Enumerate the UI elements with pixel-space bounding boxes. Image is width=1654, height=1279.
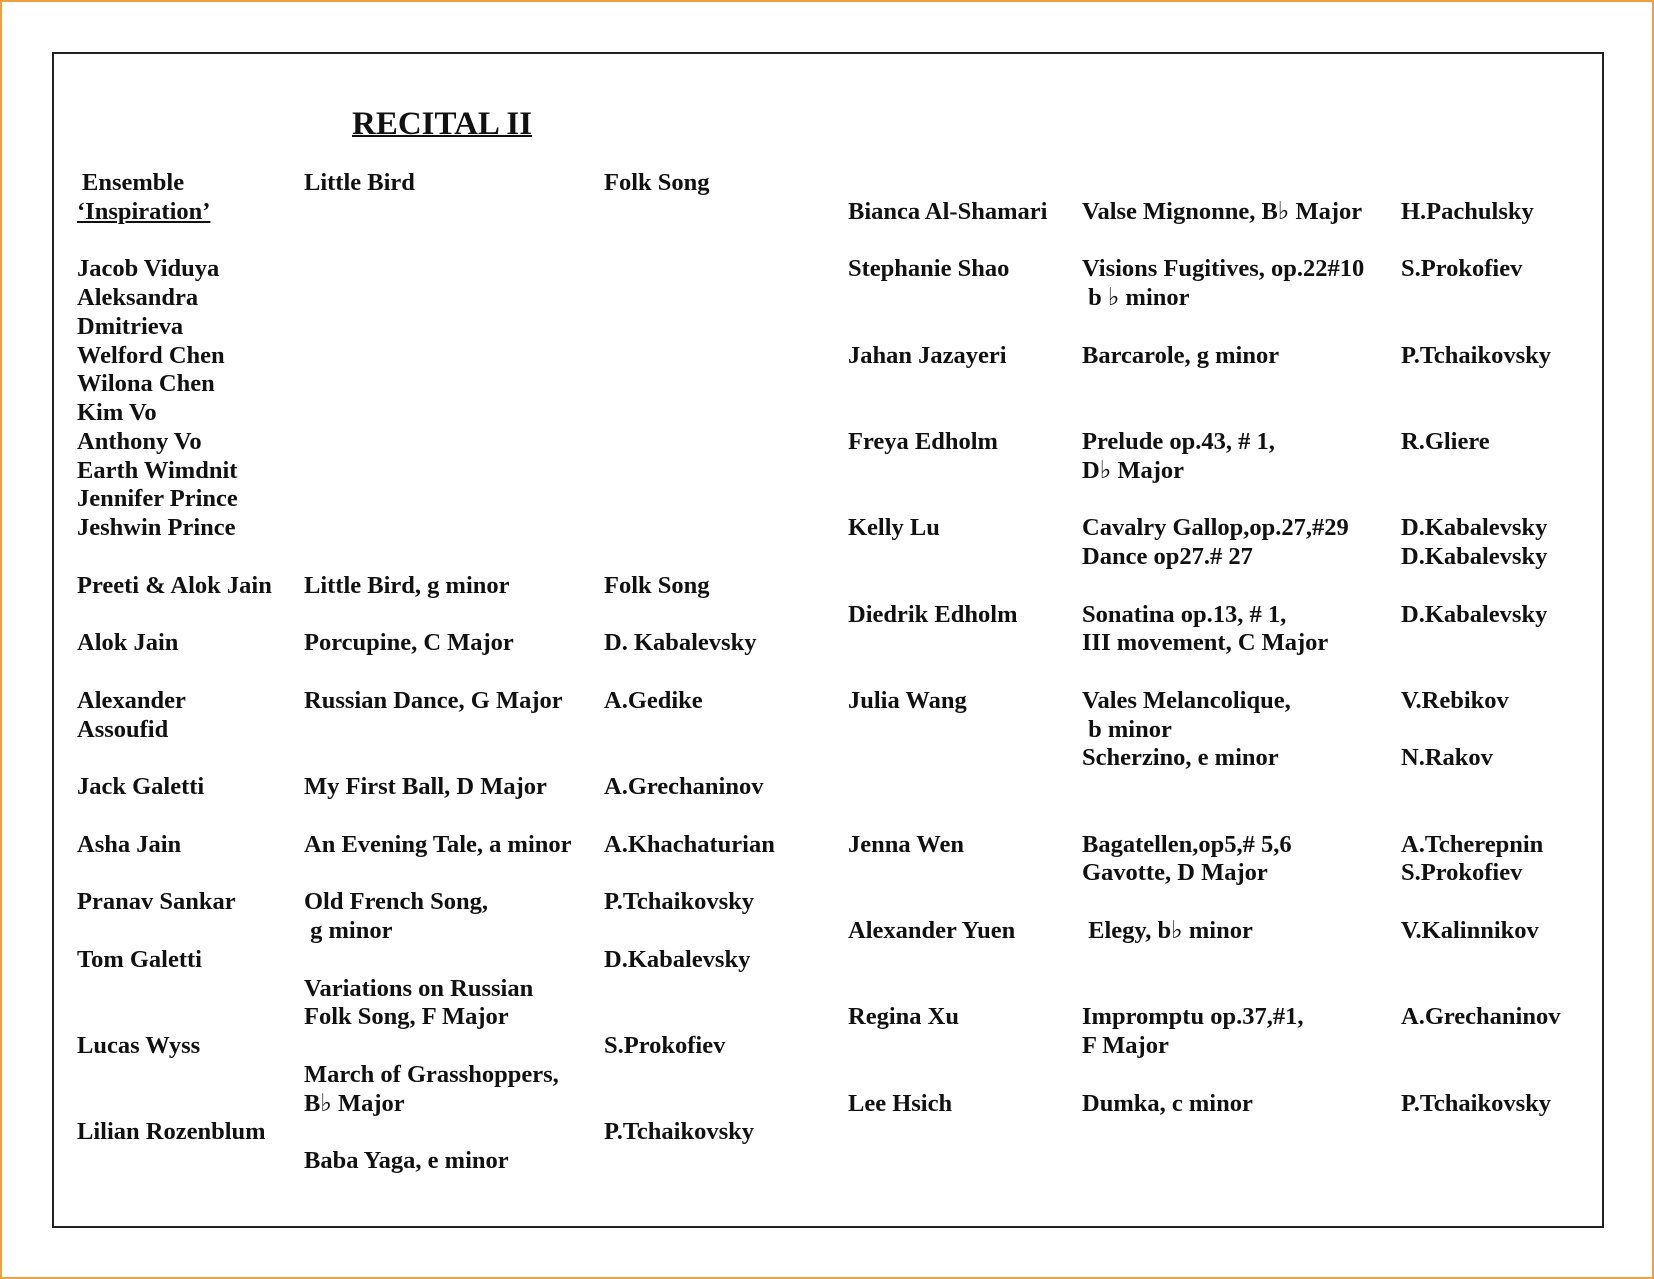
composer-name: H.Pachulsky (1401, 198, 1534, 225)
ensemble-member: Jeshwin Prince (77, 514, 236, 541)
composer-name: A.Grechaninov (1401, 1003, 1561, 1030)
performer-name: Asha Jain (77, 831, 182, 858)
composer-name: D.Kabalevsky (1401, 543, 1548, 570)
performer-name: Lucas Wyss (77, 1032, 201, 1059)
composer-name: P.Tchaikovsky (1401, 1090, 1552, 1117)
piece-key: D♭ Major (1082, 457, 1185, 484)
composer-name: S.Prokofiev (1401, 255, 1523, 282)
composer-name: Folk Song (604, 169, 710, 196)
ensemble-member: Welford Chen (77, 342, 225, 369)
piece-title: Dumka, c minor (1082, 1090, 1253, 1117)
composer-name: D. Kabalevsky (604, 629, 757, 656)
piece-key: B♭ Major (304, 1090, 405, 1117)
ensemble-member: Anthony Vo (77, 428, 202, 455)
piece-title: Little Bird (304, 169, 415, 196)
performer-name: Diedrik Edholm (848, 601, 1018, 628)
ensemble-name: ‘Inspiration’ (77, 198, 211, 225)
piece-title: Dance op27.# 27 (1082, 543, 1253, 570)
ensemble-member: Jennifer Prince (77, 485, 238, 512)
piece-title: Old French Song, (304, 888, 489, 915)
piece-title: Vales Melancolique, (1082, 687, 1291, 714)
piece-key: b minor (1082, 716, 1172, 743)
composer-name: S.Prokofiev (1401, 859, 1523, 886)
performer-name: Alexander Yuen (848, 917, 1016, 944)
piece-title: Sonatina op.13, # 1, (1082, 601, 1287, 628)
page-title: RECITAL II (352, 106, 533, 142)
composer-name: V.Rebikov (1401, 687, 1509, 714)
composer-name: P.Tchaikovsky (1401, 342, 1552, 369)
piece-title: Little Bird, g minor (304, 572, 510, 599)
performer-name: Lee Hsich (848, 1090, 953, 1117)
piece-title: My First Ball, D Major (304, 773, 547, 800)
performer-name: Jack Galetti (77, 773, 205, 800)
ensemble-member: Aleksandra (77, 284, 199, 311)
performer-name: Assoufid (77, 716, 169, 743)
ensemble-member: Earth Wimdnit (77, 457, 238, 484)
piece-title: Bagatellen,op5,# 5,6 (1082, 831, 1292, 858)
performer-name: Preeti & Alok Jain (77, 572, 272, 599)
piece-title: Cavalry Gallop,op.27,#29 (1082, 514, 1349, 541)
piece-key: III movement, C Major (1082, 629, 1329, 656)
composer-name: Folk Song (604, 572, 710, 599)
piece-title: Porcupine, C Major (304, 629, 514, 656)
piece-key: Folk Song, F Major (304, 1003, 509, 1030)
piece-title: Gavotte, D Major (1082, 859, 1268, 886)
composer-name: P.Tchaikovsky (604, 1118, 755, 1145)
document-border (52, 52, 1604, 1228)
performer-name: Freya Edholm (848, 428, 998, 455)
piece-key: g minor (304, 917, 393, 944)
piece-title: Russian Dance, G Major (304, 687, 563, 714)
performer-name: Jenna Wen (848, 831, 964, 858)
piece-title: Scherzino, e minor (1082, 744, 1279, 771)
piece-title: An Evening Tale, a minor (304, 831, 572, 858)
ensemble-member: Wilona Chen (77, 370, 215, 397)
composer-name: A.Grechaninov (604, 773, 764, 800)
piece-title: Prelude op.43, # 1, (1082, 428, 1275, 455)
ensemble-member: Jacob Viduya (77, 255, 220, 282)
piece-title: Baba Yaga, e minor (304, 1147, 509, 1174)
performer-name: Pranav Sankar (77, 888, 236, 915)
performer-name: Lilian Rozenblum (77, 1118, 266, 1145)
performer-name: Alexander (77, 687, 186, 714)
composer-name: A.Gedike (604, 687, 703, 714)
piece-title: Valse Mignonne, B♭ Major (1082, 198, 1363, 225)
composer-name: R.Gliere (1401, 428, 1490, 455)
performer-name: Tom Galetti (77, 946, 202, 973)
ensemble-member: Kim Vo (77, 399, 157, 426)
ensemble-member: Dmitrieva (77, 313, 184, 340)
piece-title: Variations on Russian (304, 975, 534, 1002)
performer-name: Bianca Al-Shamari (848, 198, 1048, 225)
piece-title: Impromptu op.37,#1, (1082, 1003, 1304, 1030)
performer-name: Alok Jain (77, 629, 179, 656)
performer-name: Stephanie Shao (848, 255, 1010, 282)
performer-name: Julia Wang (848, 687, 967, 714)
piece-key: b ♭ minor (1082, 284, 1190, 311)
composer-name: D.Kabalevsky (1401, 514, 1548, 541)
composer-name: D.Kabalevsky (604, 946, 751, 973)
composer-name: D.Kabalevsky (1401, 601, 1548, 628)
performer-name: Kelly Lu (848, 514, 940, 541)
ensemble-label: Ensemble (82, 169, 185, 196)
composer-name: A.Tcherepnin (1401, 831, 1544, 858)
piece-title: Barcarole, g minor (1082, 342, 1280, 369)
piece-title: Elegy, b♭ minor (1082, 917, 1253, 944)
piece-title: Visions Fugitives, op.22#10 (1082, 255, 1365, 282)
composer-name: V.Kalinnikov (1401, 917, 1539, 944)
composer-name: P.Tchaikovsky (604, 888, 755, 915)
performer-name: Jahan Jazayeri (848, 342, 1007, 369)
performer-name: Regina Xu (848, 1003, 959, 1030)
composer-name: A.Khachaturian (604, 831, 775, 858)
piece-title: March of Grasshoppers, (304, 1061, 559, 1088)
composer-name: N.Rakov (1401, 744, 1493, 771)
piece-key: F Major (1082, 1032, 1169, 1059)
composer-name: S.Prokofiev (604, 1032, 726, 1059)
